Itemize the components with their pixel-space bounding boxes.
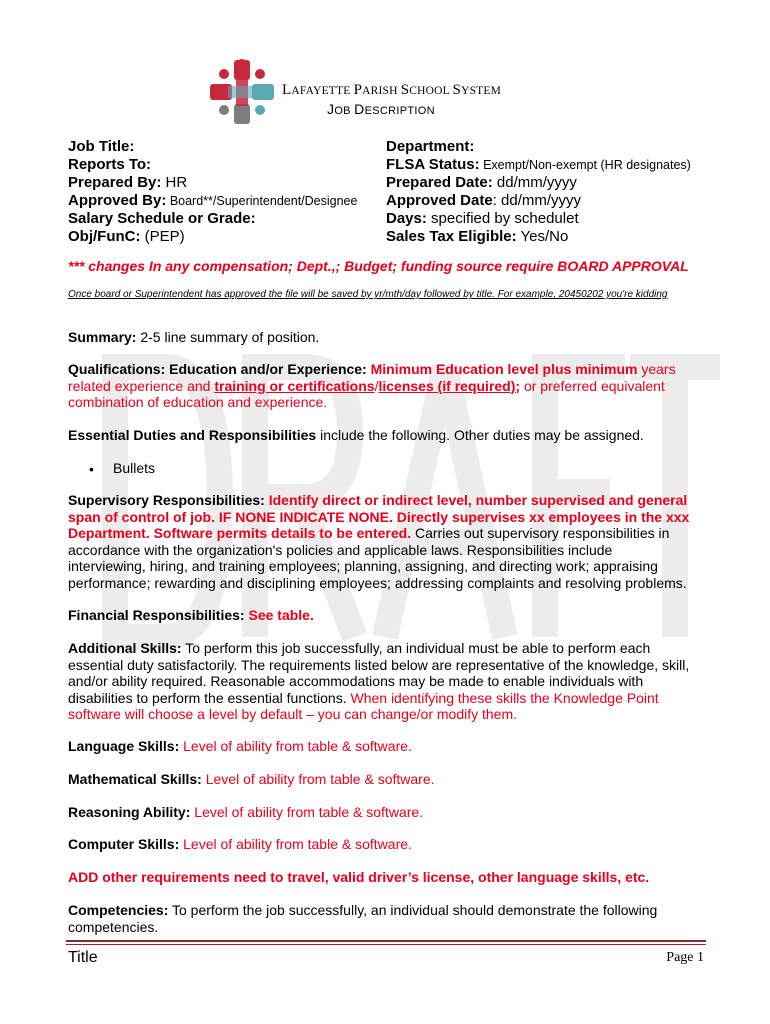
sales-tax-field: Sales Tax Eligible: Yes/No bbox=[386, 228, 569, 245]
department-field: Department: bbox=[386, 138, 475, 155]
financial-section: Financial Responsibilities: See table. bbox=[68, 607, 314, 623]
salary-schedule-field: Salary Schedule or Grade: bbox=[68, 210, 256, 227]
prepared-date-field: Prepared Date: dd/mm/yyyy bbox=[386, 174, 577, 191]
math-skills-section: Mathematical Skills: Level of ability from table & software. bbox=[68, 771, 435, 787]
footer-rule-thin bbox=[66, 944, 706, 945]
job-title-field: Job Title: bbox=[68, 138, 135, 155]
approved-date-field: Approved Date: dd/mm/yyyy bbox=[386, 192, 582, 209]
obj-func-field: Obj/FunC: (PEP) bbox=[68, 228, 185, 245]
days-field: Days: specified by schedulet bbox=[386, 210, 579, 227]
file-save-note: Once board or Superintendent has approved the file will be saved by yr/mth/day followed by title. For example, 20450202 you're kidding bbox=[68, 289, 668, 300]
footer-rule bbox=[66, 940, 706, 942]
competencies-section: Competencies: To perform the job successfully, an individual should demonstrate the following competencies. bbox=[68, 902, 658, 935]
board-approval-notice: *** changes In any compensation; Dept.,; Budget; funding source require BOARD APPROVAL bbox=[68, 258, 689, 274]
qualifications-section: Qualifications: Education and/or Experience: Minimum Education level plus minimum years related experience and training or certifications/licenses (if required); or preferred equivalent combination of education and experience. bbox=[68, 361, 676, 410]
approved-by-field: Approved By: Board**/Superintendent/Designee bbox=[68, 192, 358, 209]
summary-section: Summary: 2-5 line summary of position. bbox=[68, 329, 320, 345]
reasoning-ability-section: Reasoning Ability: Level of ability from table & software. bbox=[68, 804, 424, 820]
document-type: JOB DESCRIPTION bbox=[327, 101, 435, 117]
language-skills-section: Language Skills: Level of ability from table & software. bbox=[68, 738, 412, 754]
page-number: Page 1 bbox=[666, 950, 704, 965]
footer-title: Title bbox=[68, 949, 98, 966]
essential-duties-section: Essential Duties and Responsibilities include the following. Other duties may be assigned. bbox=[68, 427, 644, 443]
additional-skills-section: Additional Skills: To perform this job successfully, an individual must be able to perform each essential duty satisfactorily. The requirements listed below are representative of the knowledge, skill, and/or ability required. Reasonable accommodations may be made to enable individuals with disabilities to perform the essential functions. When identifying these skills the Knowledge Point software will choose a level by default – you can change/or modify them. bbox=[68, 640, 690, 722]
prepared-by-field: Prepared By: HR bbox=[68, 174, 188, 191]
computer-skills-section: Computer Skills: Level of ability from table & software. bbox=[68, 836, 412, 852]
additional-requirements-note: ADD other requirements need to travel, valid driver’s license, other language skills, etc. bbox=[68, 869, 650, 885]
bullet-item: Bullets bbox=[113, 460, 156, 476]
supervisory-section: Supervisory Responsibilities: Identify direct or indirect level, number supervised and general span of control of job. IF NONE INDICATE NONE. Directly supervises xx employees in the xxx Department. Software permits details to be entered. Carries out supervisory responsibilities in accordance with the organization's policies and applicable laws. Responsibilities include interviewing, hiring, and training employees; planning, assigning, and directing work; appraising performance; rewarding and disciplining employees; addressing complaints and resolving problems. bbox=[68, 492, 690, 591]
flsa-status-field: FLSA Status: Exempt/Non-exempt (HR designates) bbox=[386, 156, 691, 173]
reports-to-field: Reports To: bbox=[68, 156, 152, 173]
organization-name: LAFAYETTE PARISH SCHOOL SYSTEM bbox=[282, 82, 502, 98]
school-system-logo bbox=[208, 58, 276, 126]
bullet-icon: • bbox=[89, 461, 94, 477]
